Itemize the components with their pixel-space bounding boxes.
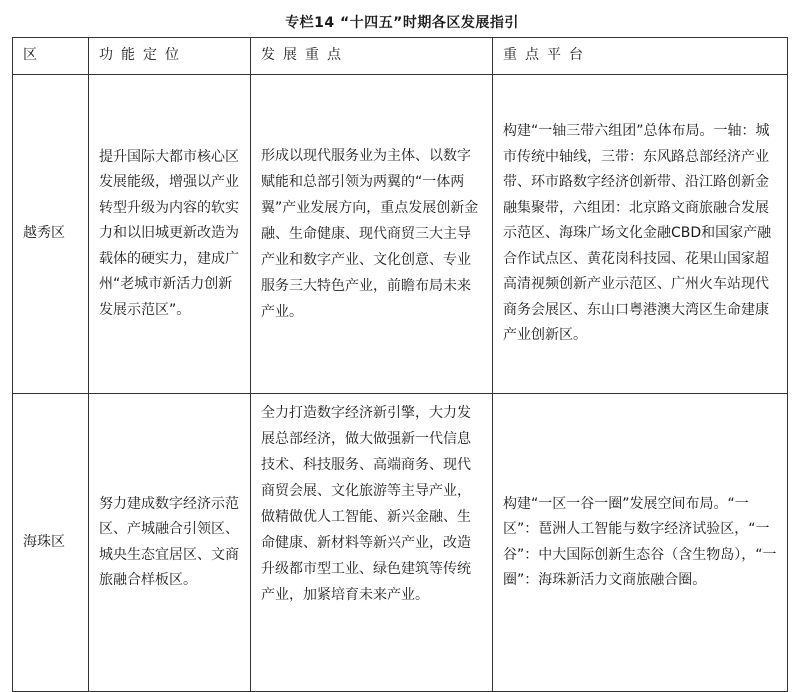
platforms-cell: 构建“一区一谷一圈”发展空间布局。“一区”：琶洲人工智能与数字经济试验区，“一谷”：中大国际创新生态谷（含生物岛），“一圈”：海珠新活力文商旅融合圈。: [493, 394, 788, 692]
focus-cell: 形成以现代服务业为主体、以数字赋能和总部引领为两翼的“一体两翼”产业发展方向，重点发展创新金融、生命健康、现代商贸三大主导产业和数字产业、文化创意、专业服务三大特色产业，前瞻布局未来产业。: [251, 75, 493, 394]
table-header-row: [13, 38, 788, 75]
positioning-cell: 努力建成数字经济示范区、产城融合引领区、城央生态宜居区、文商旅融合样板区。: [89, 394, 251, 692]
page-title: 专栏14 “十四五”时期各区发展指引: [285, 15, 519, 31]
header-platforms: 重点平台: [493, 38, 788, 75]
header-district: 区: [13, 38, 89, 75]
focus-cell: 全力打造数字经济新引擎，大力发展总部经济，做大做强新一代信息技术、科技服务、高端商务、现代商贸会展、文化旅游等主导产业，做精做优人工智能、新兴金融、生命健康、新材料等新兴产业，改造升级都市型工业、绿色建筑等传统产业，加紧培育未来产业。: [251, 394, 493, 692]
district-cell: 越秀区: [13, 75, 89, 394]
header-focus: 发展重点: [251, 38, 493, 75]
header-positioning: 功能定位: [89, 38, 251, 75]
district-cell: 海珠区: [13, 394, 89, 692]
table-row: [13, 75, 788, 394]
positioning-cell: 提升国际大都市核心区发展能级，增强以产业转型升级为内容的软实力和以旧城更新改造为载体的硬实力，建成广州“老城市新活力创新发展示范区”。: [89, 75, 251, 394]
development-guide-table: [12, 37, 788, 692]
table-row: [13, 394, 788, 692]
platforms-cell: 构建“一轴三带六组团”总体布局。一轴：城市传统中轴线，三带：东风路总部经济产业带、环市路数字经济创新带、沿江路创新金融集聚带，六组团：北京路文商旅融合发展示范区、海珠广场文化金融CBD和国家产融合作试点区、黄花岗科技园、花果山国家超高清视频创新产业示范区、广州火车站现代商务会展区、东山口粤港澳大湾区生命建康产业创新区。: [493, 75, 788, 394]
